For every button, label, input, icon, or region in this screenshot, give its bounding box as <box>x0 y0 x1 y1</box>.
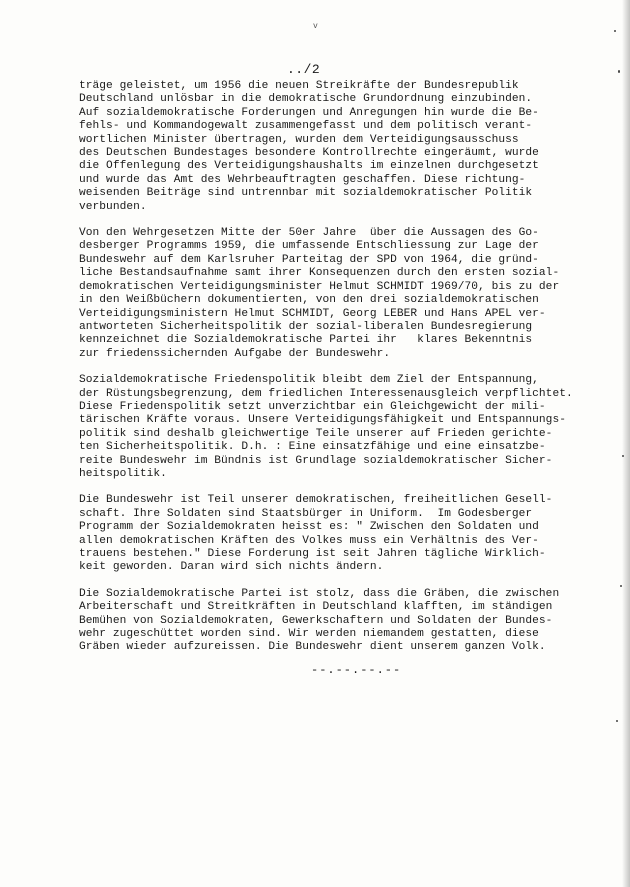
text-line: trauens bestehen." Diese Forderung ist seit Jahren tägliche Wirklich- <box>79 548 546 560</box>
text-line: weisenden Beiträge sind untrennbar mit sozialdemokratischer Politik <box>79 187 533 200</box>
paragraph-2 <box>79 227 611 361</box>
text-line: Arbeiterschaft und Streitkräften in Deutschland klafften, im ständigen <box>79 601 553 614</box>
text-line: politik sind deshalb gleichwertige Teile unserer auf Frieden gerichte- <box>79 427 553 440</box>
scan-speck <box>616 720 618 722</box>
text-line: Die Sozialdemokratische Partei ist stolz, dass die Gräben, die zwischen <box>79 587 560 600</box>
text-line: Diese Friedenspolitik setzt unverzichtbar ein Gleichgewicht der mili- <box>79 400 546 413</box>
text-line: ten Sicherheitspolitik. D.h. : Eine einsatzfähige und eine einsatzbe- <box>79 441 546 454</box>
text-line: Von den Wehrgesetzen Mitte der 50er Jahre über die Aussagen des Go- <box>79 227 539 240</box>
text-line: reite Bundeswehr im Bündnis ist Grundlage sozialdemokratischer Sicher- <box>79 454 553 467</box>
text-line: fehls- und Kommandogewalt zusammengefasst und dem politisch verant- <box>79 120 533 133</box>
text-line: Programm der Sozialdemokraten heisst es: " Zwischen den Soldaten und <box>79 521 539 534</box>
text-line: Sozialdemokratische Friedenspolitik bleibt dem Ziel der Entspannung, <box>79 374 539 387</box>
text-line: Gräben wieder aufzureissen. Die Bundeswehr dient unserem ganzen Volk. <box>79 641 546 654</box>
text-line: wehr zugeschüttet worden sind. Wir werden niemandem gestatten, diese <box>79 628 539 641</box>
scan-speck <box>620 585 622 587</box>
text-line: kennzeichnet die Sozialdemokratische Partei ihr klares Bekenntnis <box>79 334 533 347</box>
paragraph-3 <box>79 374 611 481</box>
text-line: der Rüstungsbegrenzung, dem friedlichen Interessenausgleich verpflichtet. <box>79 387 573 400</box>
text-line: liche Bestandsaufnahme samt ihrer Konsequenzen durch den ersten sozial- <box>79 267 560 280</box>
document-body <box>79 80 611 668</box>
text-line: Auf sozialdemokratische Forderungen und Anregungen hin wurde die Be- <box>79 106 539 119</box>
text-line: Bundeswehr auf dem Karlsruher Parteitag der SPD von 1964, die gründ- <box>79 253 539 266</box>
text-line: und wurde das Amt des Wehrbeauftragten geschaffen. Diese richtung- <box>79 173 526 186</box>
text-line: desberger Programms 1959, die umfassende Entschliessung zur Lage der <box>79 240 539 253</box>
paragraph-4 <box>79 494 611 574</box>
text-line: Bemühen von Sozialdemokraten, Gewerkschaftern und Soldaten der Bundes- <box>79 614 553 627</box>
scan-speck <box>622 455 624 457</box>
text-line: Verteidigungsministern Helmut SCHMIDT, Georg LEBER und Hans APEL ver- <box>79 307 546 320</box>
text-line: zur friedenssichernden Aufgabe der Bundeswehr. <box>79 347 391 360</box>
text-line: tärischen Kräfte voraus. Unsere Verteidigungsfähigkeit und Entspannungs- <box>79 414 566 427</box>
text-line: verbunden. <box>79 200 147 213</box>
text-line: des Deutschen Bundestages besondere Kontrollrechte eingeräumt, wurde <box>79 147 539 160</box>
text-line: keit geworden. Daran wird sich nichts ändern. <box>79 561 384 574</box>
scan-speck <box>618 70 620 73</box>
text-line: allen demokratischen Kräften des Volkes muss ein Verhältnis des Ver- <box>79 534 539 547</box>
page-number: ../2 <box>287 62 321 77</box>
text-line: Deutschland unlösbar in die demokratische Grundordnung einzubinden. <box>79 93 533 106</box>
text-line: antworteten Sicherheitspolitik der sozial-liberalen Bundesregierung <box>79 320 533 333</box>
text-line: in den Weißbüchern dokumentierten, von den drei sozialdemokratischen <box>79 294 539 307</box>
scan-top-mark: v <box>313 22 318 31</box>
text-line: heitspolitik. <box>79 467 167 480</box>
text-line: wortlichen Minister übertragen, wurden dem Verteidigungsausschuss <box>79 133 519 146</box>
scan-speck <box>614 30 616 32</box>
text-line: demokratischen Verteidigungsminister Helmut SCHMIDT 1969/70, bis zu der <box>79 280 560 293</box>
text-line: träge geleistet, um 1956 die neuen Streikräfte der Bundesrepublik <box>79 80 519 92</box>
text-line: schaft. Ihre Soldaten sind Staatsbürger in Uniform. Im Godesberger <box>79 507 533 520</box>
end-of-text-mark: --.--.--.-- <box>311 663 402 677</box>
paragraph-1 <box>79 80 611 214</box>
scan-edge-shadow <box>622 0 630 887</box>
text-line: Die Bundeswehr ist Teil unserer demokratischen, freiheitlichen Gesell- <box>79 494 553 507</box>
paragraph-5 <box>79 588 611 655</box>
text-line: die Offenlegung des Verteidigungshaushalts im einzelnen durchgesetzt <box>79 160 539 173</box>
